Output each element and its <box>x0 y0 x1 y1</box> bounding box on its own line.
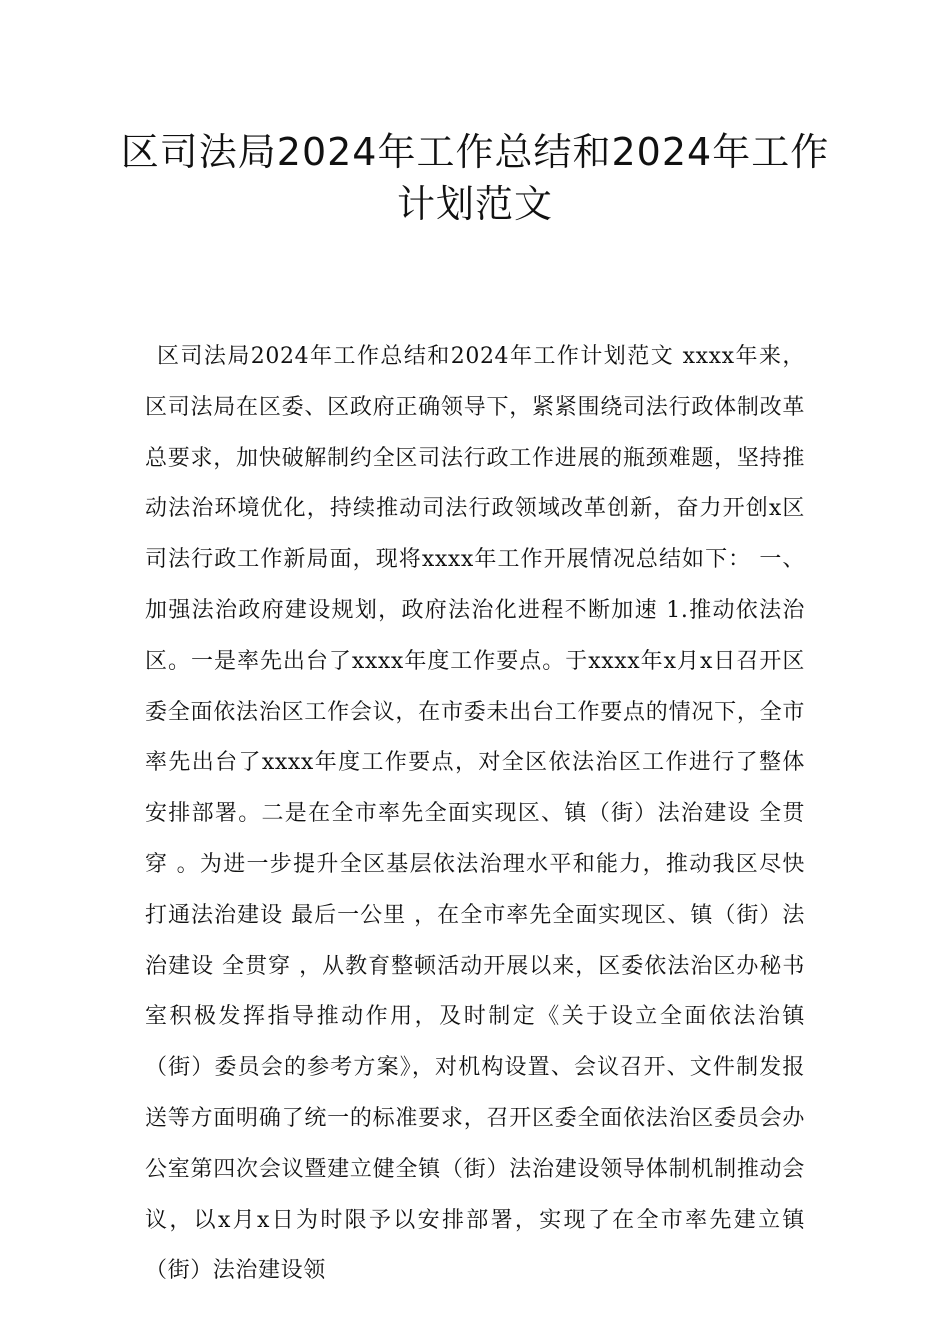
document-title: 区司法局2024年工作总结和2024年工作计划范文 <box>120 130 830 226</box>
document-body-paragraph: 区司法局2024年工作总结和2024年工作计划范文 xxxx年来，区司法局在区委、区政府正确领导下，紧紧围绕司法行政体制改革总要求，加快破解制约全区司法行政工作进展的瓶颈难题，坚持推动法治环境优化，持续推动司法行政领域改革创新，奋力开创x区司法行政工作新局面，现将xxxx年工作开展情况总结如下： 一、加强法治政府建设规划，政府法治化进程不断加速 1.推动依法治区。一是率先出台了xxxx年度工作要点。于xxxx年x月x日召开区委全面依法治区工作会议，在市委未出台工作要点的情况下，全市率先出台了xxxx年度工作要点，对全区依法治区工作进行了整体安排部署。二是在全市率先全面实现区、镇（街）法治建设 全贯穿 。为进一步提升全区基层依法治理水平和能力，推动我区尽快打通法治建设 最后一公里 ，在全市率先全面实现区、镇（街）法治建设 全贯穿 ，从教育整顿活动开展以来，区委依法治区办秘书室积极发挥指导推动作用，及时制定《关于设立全面依法治镇（街）委员会的参考方案》，对机构设置、会议召开、文件制发报送等方面明确了统一的标准要求，召开区委全面依法治区委员会办公室第四次会议暨建立健全镇（街）法治建设领导体制机制推动会议，以x月x日为时限予以安排部署，实现了在全市率先建立镇（街）法治建设领 <box>145 344 805 1284</box>
